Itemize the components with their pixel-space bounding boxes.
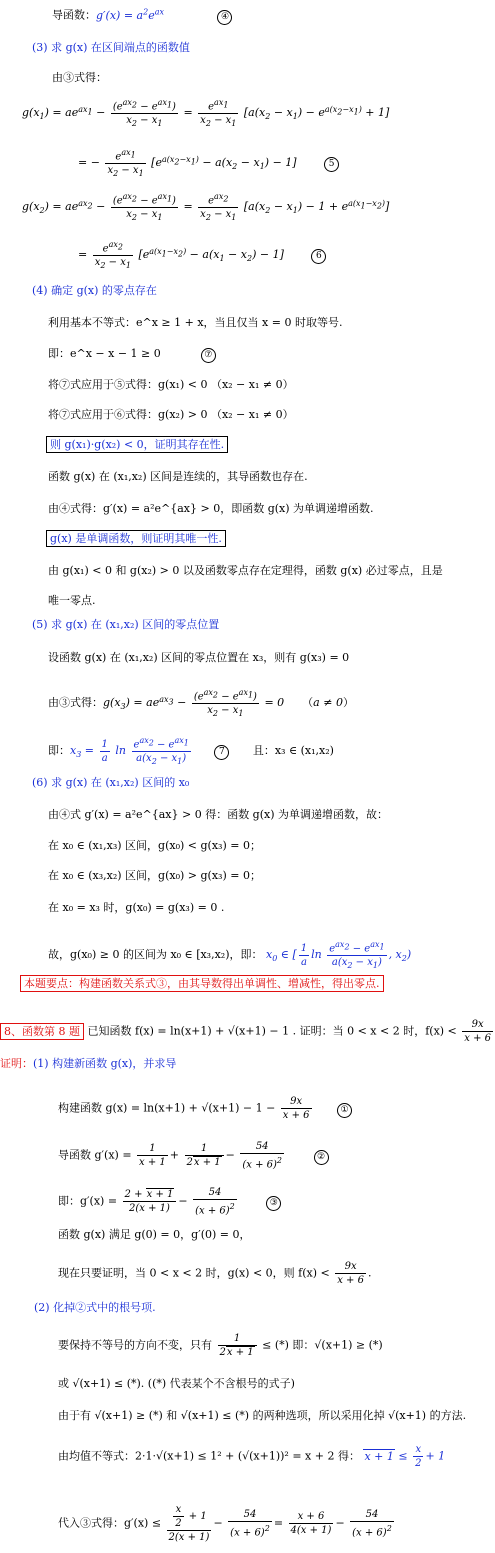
box-uniqueness: g(x) 是单调函数，则证明其唯一性.	[46, 531, 226, 547]
g-x2-eq-b: = $\frac{e^{ax_2}}{x_2 - x_1}$ $[e^{a(x_1-x_2)} - a(x_1 - x_2) - 1]$ 6	[78, 238, 326, 272]
p4f: 由④式得：g′(x) = a²e^{ax} > 0，即函数 g(x) 为单调递增函数.	[48, 502, 374, 515]
proof-heading: 证明：(1) 构建新函数 g(x)，并求导	[0, 1057, 177, 1070]
p6d: 在 x₀ = x₃ 时，g(x₀) = g(x₃) = 0 .	[48, 901, 225, 914]
p6e: 故，g(x₀) ≥ 0 的区间为 x₀ ∈ [x₃,x₂)，即： $x_0$ ∈ [ $\frac{1}{a}$ ln $\frac{e^{ax_2} - e^{ax_1}}{a(x_2 - x_1)}$ , $x_2$)	[48, 940, 412, 971]
g-x2-eq: $g(x_2) = ae^{ax_2}$ − $\frac{(e^{ax_2} - e^{ax_1})}{x_2 - x_1}$ = $\frac{e^{ax_2}}{x_2 - x_1}$ $[a(x_2 - x_1) - 1 + e^{a(x_1-x_2)}]$	[22, 192, 390, 223]
p4g: 由 g(x₁) < 0 和 g(x₂) > 0 以及函数零点存在定理得，函数 g(x) 必过零点，且是	[48, 564, 443, 577]
r3: 由于有 √(x+1) ≥ (*) 和 √(x+1) ≤ (*) 的两种选项，所以采用化掉 √(x+1) 的方法.	[58, 1409, 467, 1422]
now-prove: 现在只要证明，当 0 < x < 2 时，g(x) < 0，则 f(x) < $\frac{9x}{x + 6}$ .	[58, 1261, 372, 1286]
box-existence: 则 g(x₁)·g(x₂) < 0，证明其存在性.	[46, 437, 228, 453]
g-x1-eq-b: = − $\frac{e^{ax_1}}{x_2 - x_1}$ $[e^{a(x_2-x_1)} - a(x_2 - x_1) - 1]$ 5	[78, 146, 339, 180]
construct-g: 构建函数 g(x) = ln(x+1) + √(x+1) − 1 − $\frac{9x}{x + 6}$ ①	[58, 1095, 352, 1122]
p5c: 即：$x_3$ = $\frac{1}{a}$ ln $\frac{e^{ax_2} - e^{ax_1}}{a(x_2 - x_1)}$ 7 且：x₃ ∈ (x₁,x₂)	[48, 736, 334, 767]
p4e: 函数 g(x) 在 (x₁,x₂) 区间是连续的，其导函数也存在.	[48, 470, 308, 483]
circled-6: 6	[311, 249, 326, 264]
p4c: 将⑦式应用于⑤式得：g(x₁) < 0 （x₂ − x₁ ≠ 0）	[48, 378, 294, 391]
p6a: 由④式 g′(x) = a²e^{ax} > 0 得：函数 g(x) 为单调递增函数，故：	[48, 808, 389, 821]
r4: 由均值不等式：2·1·√(x+1) ≤ 1² + (√(x+1))² = x + 2 得： x + 1 ≤ $\frac{x}{2}$ + 1	[58, 1444, 446, 1469]
derivative-line: 导函数：$g'(x) = a^2e^{ax}$ ④	[52, 4, 232, 25]
g-conditions: 函数 g(x) 满足 g(0) = 0，g′(0) = 0，	[58, 1228, 251, 1241]
g-x1-eq: $g(x_1) = ae^{ax_1}$ − $\frac{(e^{ax_2} - e^{ax_1})}{x_2 - x_1}$ = $\frac{e^{ax_1}}{x_2 - x_1}$ $[a(x_2 - x_1) - e^{a(x_2-x_1)} + 1]$	[22, 98, 390, 129]
from-eq3: 由③式得：	[52, 71, 107, 84]
section-2-heading: (2) 化掉②式中的根号项.	[34, 1301, 156, 1314]
derivative-g-simplified: 即：g′(x) = $\frac{2 + x + 1}{2(x + 1)}$ − $\frac{54}{(x + 6)^2}$ ③	[58, 1186, 281, 1217]
p4a: 利用基本不等式：e^x ≥ 1 + x，当且仅当 x = 0 时取等号.	[48, 316, 343, 329]
p5b: 由③式得：$g(x_3) = ae^{ax_3}$ − $\frac{(e^{ax_2} - e^{ax_1})}{x_2 - x_1}$ = 0 （a ≠ 0）	[48, 688, 354, 719]
p5a: 设函数 g(x) 在 (x₁,x₂) 区间的零点位置在 x₃，则有 g(x₃) = 0	[48, 651, 350, 664]
r1: 要保持不等号的方向不变，只有 $\frac{1}{2x + 1}$ ≤ (*) 即：√(x+1) ≥ (*)	[58, 1333, 383, 1358]
circled-5: 5	[324, 157, 339, 172]
r2: 或 √(x+1) ≤ (*). ((*) 代表某个不含根号的式子)	[58, 1377, 295, 1390]
section-5-heading: (5) 求 g(x) 在 (x₁,x₂) 区间的零点位置	[32, 618, 220, 631]
p4d: 将⑦式应用于⑥式得：g(x₂) > 0 （x₂ − x₁ ≠ 0）	[48, 408, 294, 421]
p4h: 唯一零点.	[48, 594, 96, 607]
p6c: 在 x₀ ∈ (x₃,x₂) 区间，g(x₀) > g(x₃) = 0；	[48, 869, 261, 882]
r5: 代入③式得：g′(x) ≤ $\frac{x}{2}$ + 1 2(x + 1) − $\frac{54}{(x + 6)^2}$ = $\frac{x + 6}{4(x + 1)}$ − $\frac{54}{(x + 6)^2}$	[58, 1504, 392, 1543]
problem-8-line: 8、函数第 8 题 已知函数 f(x) = ln(x+1) + √(x+1) − 1 . 证明：当 0 < x < 2 时，f(x) < $\frac{9x}{x + 6}$	[0, 1018, 495, 1045]
circled-4: ④	[217, 10, 232, 25]
p4b: 即：e^x − x − 1 ≥ 0 ⑦	[48, 346, 216, 363]
section-6-heading: (6) 求 g(x) 在 (x₁,x₂) 区间的 x₀	[32, 776, 190, 789]
derivative-g: 导函数 g′(x) = $\frac{1}{x + 1}$ + $\frac{1}{2x + 1}$ − $\frac{54}{(x + 6)^2}$ ②	[58, 1140, 329, 1171]
p6b: 在 x₀ ∈ (x₁,x₃) 区间，g(x₀) < g(x₃) = 0；	[48, 839, 261, 852]
section-3-heading: (3) 求 g(x) 在区间端点的函数值	[32, 41, 190, 54]
section-4-heading: (4) 确定 g(x) 的零点存在	[32, 284, 157, 297]
key-points: 本题要点：构建函数关系式③，由其导数得出单调性、增减性，得出零点.	[20, 976, 384, 992]
